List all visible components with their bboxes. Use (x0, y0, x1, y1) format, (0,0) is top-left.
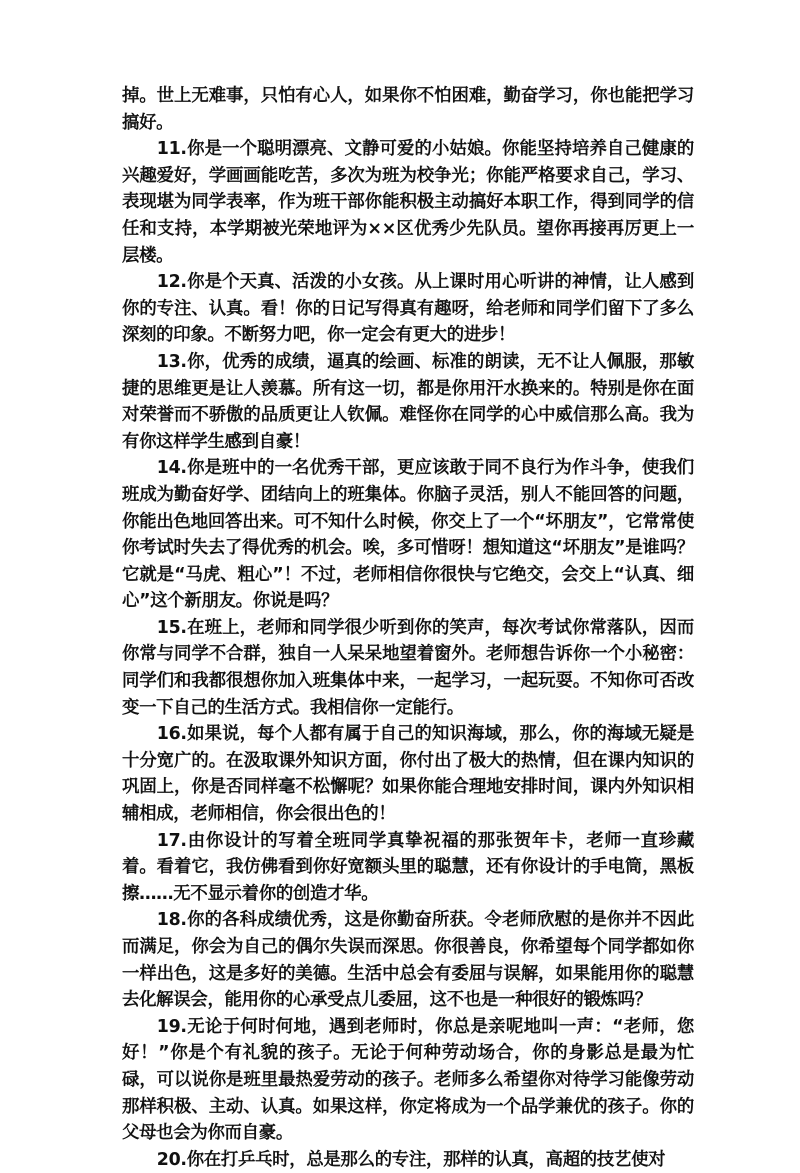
paragraph-comment-19: 19.无论于何时何地，遇到老师时，你总是亲呢地叫一声：“老师，您好！”你是个有礼貌的孩子。无论于何种劳动场合，你的身影总是最为忙碌，可以说你是班里最热爱劳动的孩子。老师多么希望你对待学习能像劳动那样积极、主动、认真。如果这样，你定将成为一个品学兼优的孩子。你的父母也会为你而自豪。 (122, 1016, 694, 1144)
paragraph-comment-15: 15.在班上，老师和同学很少听到你的笑声，每次考试你常落队，因而你常与同学不合群，独自一人呆呆地望着窗外。老师想告诉你一个小秘密：同学们和我都很想你加入班集体中来，一起学习，一起玩耍。不知你可否改变一下自己的生活方式。我相信你一定能行。 (122, 617, 694, 718)
document-body (122, 83, 694, 1173)
paragraph-comment-12: 12.你是个天真、活泼的小女孩。从上课时用心听讲的神情，让人感到你的专注、认真。看！你的日记写得真有趣呀，给老师和同学们留下了多么深刻的印象。不断努力吧，你一定会有更大的进步！ (122, 272, 694, 346)
paragraph-continuation: 掉。世上无难事，只怕有心人，如果你不怕困难，勤奋学习，你也能把学习搞好。 (122, 86, 694, 133)
paragraph-comment-20: 20.你在打乒乓时，总是那么的专注，那样的认真，高超的技艺使对 (156, 1149, 666, 1170)
paragraph-comment-11: 11.你是一个聪明漂亮、文静可爱的小姑娘。你能坚持培养自己健康的兴趣爱好，学画画能吃苦，多次为班为校争光；你能严格要求自己，学习、表现堪为同学表率，作为班干部你能积极主动搞好本职工作，得到同学的信任和支持，本学期被光荣地评为××区优秀少先队员。望你再接再厉更上一层楼。 (122, 139, 694, 266)
paragraph-comment-17: 17.由你设计的写着全班同学真挚祝福的那张贺年卡，老师一直珍藏着。看着它，我仿佛看到你好宽额头里的聪慧，还有你设计的手电筒，黑板擦……无不显示着你的创造才华。 (122, 830, 694, 904)
paragraph-comment-14: 14.你是班中的一名优秀干部，更应该敢于同不良行为作斗争，使我们班成为勤奋好学、团结向上的班集体。你脑子灵活，别人不能回答的问题，你能出色地回答出来。可不知什么时候，你交上了一个“坏朋友”，它常常使你考试时失去了得优秀的机会。唉，多可惜呀！想知道这“坏朋友”是谁吗？它就是“马虎、粗心”！不过，老师相信你很快与它绝交，会交上“认真、细心”这个新朋友。你说是吗？ (122, 458, 694, 612)
paragraph-comment-13: 13.你，优秀的成绩，逼真的绘画、标准的朗读，无不让人佩服，那敏捷的思维更是让人羡慕。所有这一切，都是你用汗水换来的。特别是你在面对荣誉而不骄傲的品质更让人钦佩。难怪你在同学的心中威信那么高。我为有你这样学生感到自豪！ (122, 351, 694, 452)
paragraph-comment-18: 18.你的各科成绩优秀，这是你勤奋所获。令老师欣慰的是你并不因此而满足，你会为自己的偶尔失误而深思。你很善良，你希望每个同学都如你一样出色，这是多好的美德。生活中总会有委屈与误解，如果能用你的聪慧去化解误会，能用你的心承受点儿委屈，这不也是一种很好的锻炼吗？ (122, 910, 694, 1011)
paragraph-comment-16: 16.如果说，每个人都有属于自己的知识海域，那么，你的海域无疑是十分宽广的。在汲取课外知识方面，你付出了极大的热情，但在课内知识的巩固上，你是否同样毫不松懈呢？如果你能合理地安排时间，课内外知识相辅相成，老师相信，你会很出色的！ (122, 724, 694, 825)
